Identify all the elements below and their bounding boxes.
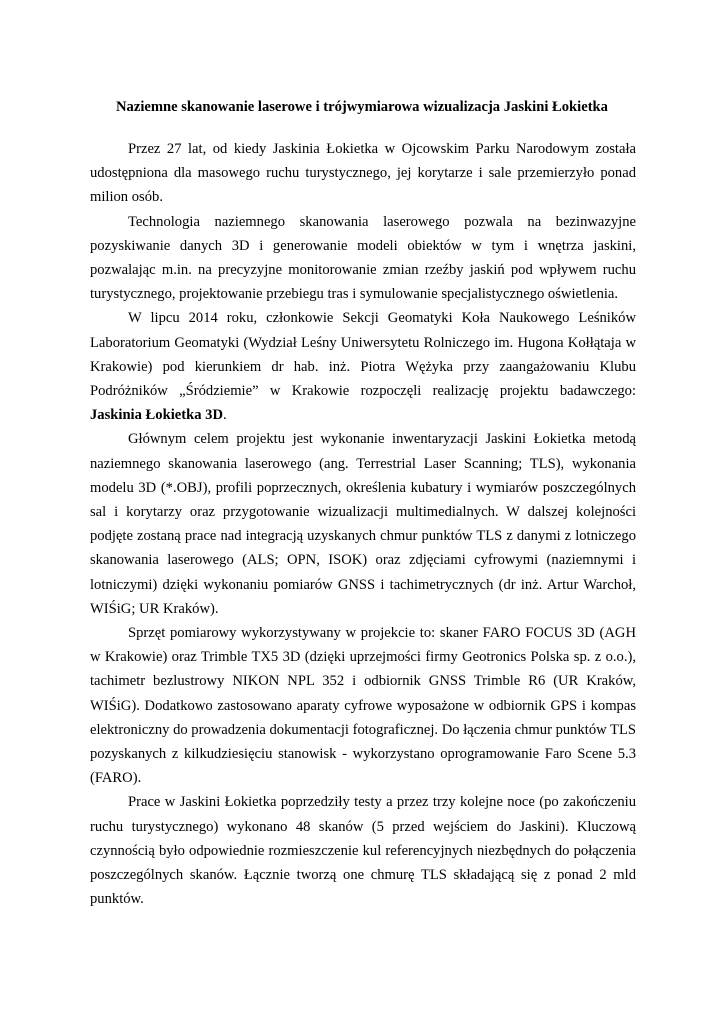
document-title: Naziemne skanowanie laserowe i trójwymiarowa wizualizacja Jaskini Łokietka	[116, 99, 608, 115]
document-body	[90, 137, 636, 912]
paragraph-1-text: Przez 27 lat, od kiedy Jaskinia Łokietka w Ojcowskim Parku Narodowym została udostępniona dla masowego ruchu turystycznego, jej korytarze i sale przemierzyło ponad milion osób.	[90, 141, 636, 206]
paragraph-6-text: Prace w Jaskini Łokietka poprzedziły testy a przez trzy kolejne noce (po zakończeniu ruchu turystycznego) wykonano 48 skanów (5 przed wejściem do Jaskini). Kluczową czynnością było odpowiednie rozmieszczenie kul referencyjnych niezbędnych do połączenia poszczególnych skanów. Łącznie tworzą one chmurę TLS składającą się z ponad 2 mld punktów.	[90, 794, 636, 908]
paragraph-5	[90, 621, 636, 790]
paragraph-2-text: Technologia naziemnego skanowania laserowego pozwala na bezinwazyjne pozyskiwanie danych 3D i generowanie modeli obiektów w tym i wnętrza jaskini, pozwalając m.in. na precyzyjne monitorowanie zmian rzeźby jaskiń pod wpływem ruchu turystycznego, projektowanie przebiegu tras i symulowanie specjalistycznego oświetlenia.	[90, 213, 636, 303]
paragraph-3-end: .	[223, 407, 227, 424]
paragraph-2	[90, 210, 636, 307]
paragraph-1	[90, 137, 636, 210]
paragraph-5-text: Sprzęt pomiarowy wykorzystywany w projekcie to: skaner FARO FOCUS 3D (AGH w Krakowie) oraz Trimble TX5 3D (dzięki uprzejmości firmy Geotronics Polska sp. z o.o.), tachimetr bezlustrowy NIKON NPL 352 i odbiornik GNSS Trimble R6 (UR Kraków, WIŚiG). Dodatkowo zastosowano aparaty cyfrowe wyposażone w odbiornik GPS i kompas elektroniczny do prowadzenia dokumentacji fotograficznej. Do łączenia chmur punktów TLS pozyskanych z kilkudziesięciu stanowisk - wykorzystano oprogramowanie Faro Scene 5.3 (FARO).	[90, 625, 636, 787]
paragraph-3-text: W lipcu 2014 roku, członkowie Sekcji Geomatyki Koła Naukowego Leśników Laboratorium Geomatyki (Wydział Leśny Uniwersytetu Rolniczego im. Hugona Kołłątaja w Krakowie) pod kierunkiem dr hab. inż. Piotra Wężyka przy zaangażowaniu Klubu Podróżników „Śródziemie” w Krakowie rozpoczęli realizację projektu badawczego:	[90, 310, 636, 400]
paragraph-4-text: Głównym celem projektu jest wykonanie inwentaryzacji Jaskini Łokietka metodą naziemnego skanowania laserowego (ang. Terrestrial Laser Scanning; TLS), wykonania modelu 3D (*.OBJ), profili poprzecznych, określenia kubatury i wymiarów poszczególnych sal i korytarzy oraz przygotowanie wizualizacji multimedialnych. W dalszej kolejności podjęte zostaną prace nad integracją uzyskanych chmur punktów TLS z danymi z lotniczego skanowania laserowego (ALS; OPN, ISOK) oraz zdjęciami cyfrowymi (naziemnymi i lotniczymi) dzięki wykonaniu pomiarów GNSS i tachimetrycznych (dr inż. Artur Warchoł, WIŚiG; UR Kraków).	[90, 431, 636, 617]
paragraph-3	[90, 306, 636, 427]
paragraph-6	[90, 790, 636, 911]
project-name: Jaskinia Łokietka 3D	[90, 407, 223, 424]
paragraph-4	[90, 427, 636, 621]
